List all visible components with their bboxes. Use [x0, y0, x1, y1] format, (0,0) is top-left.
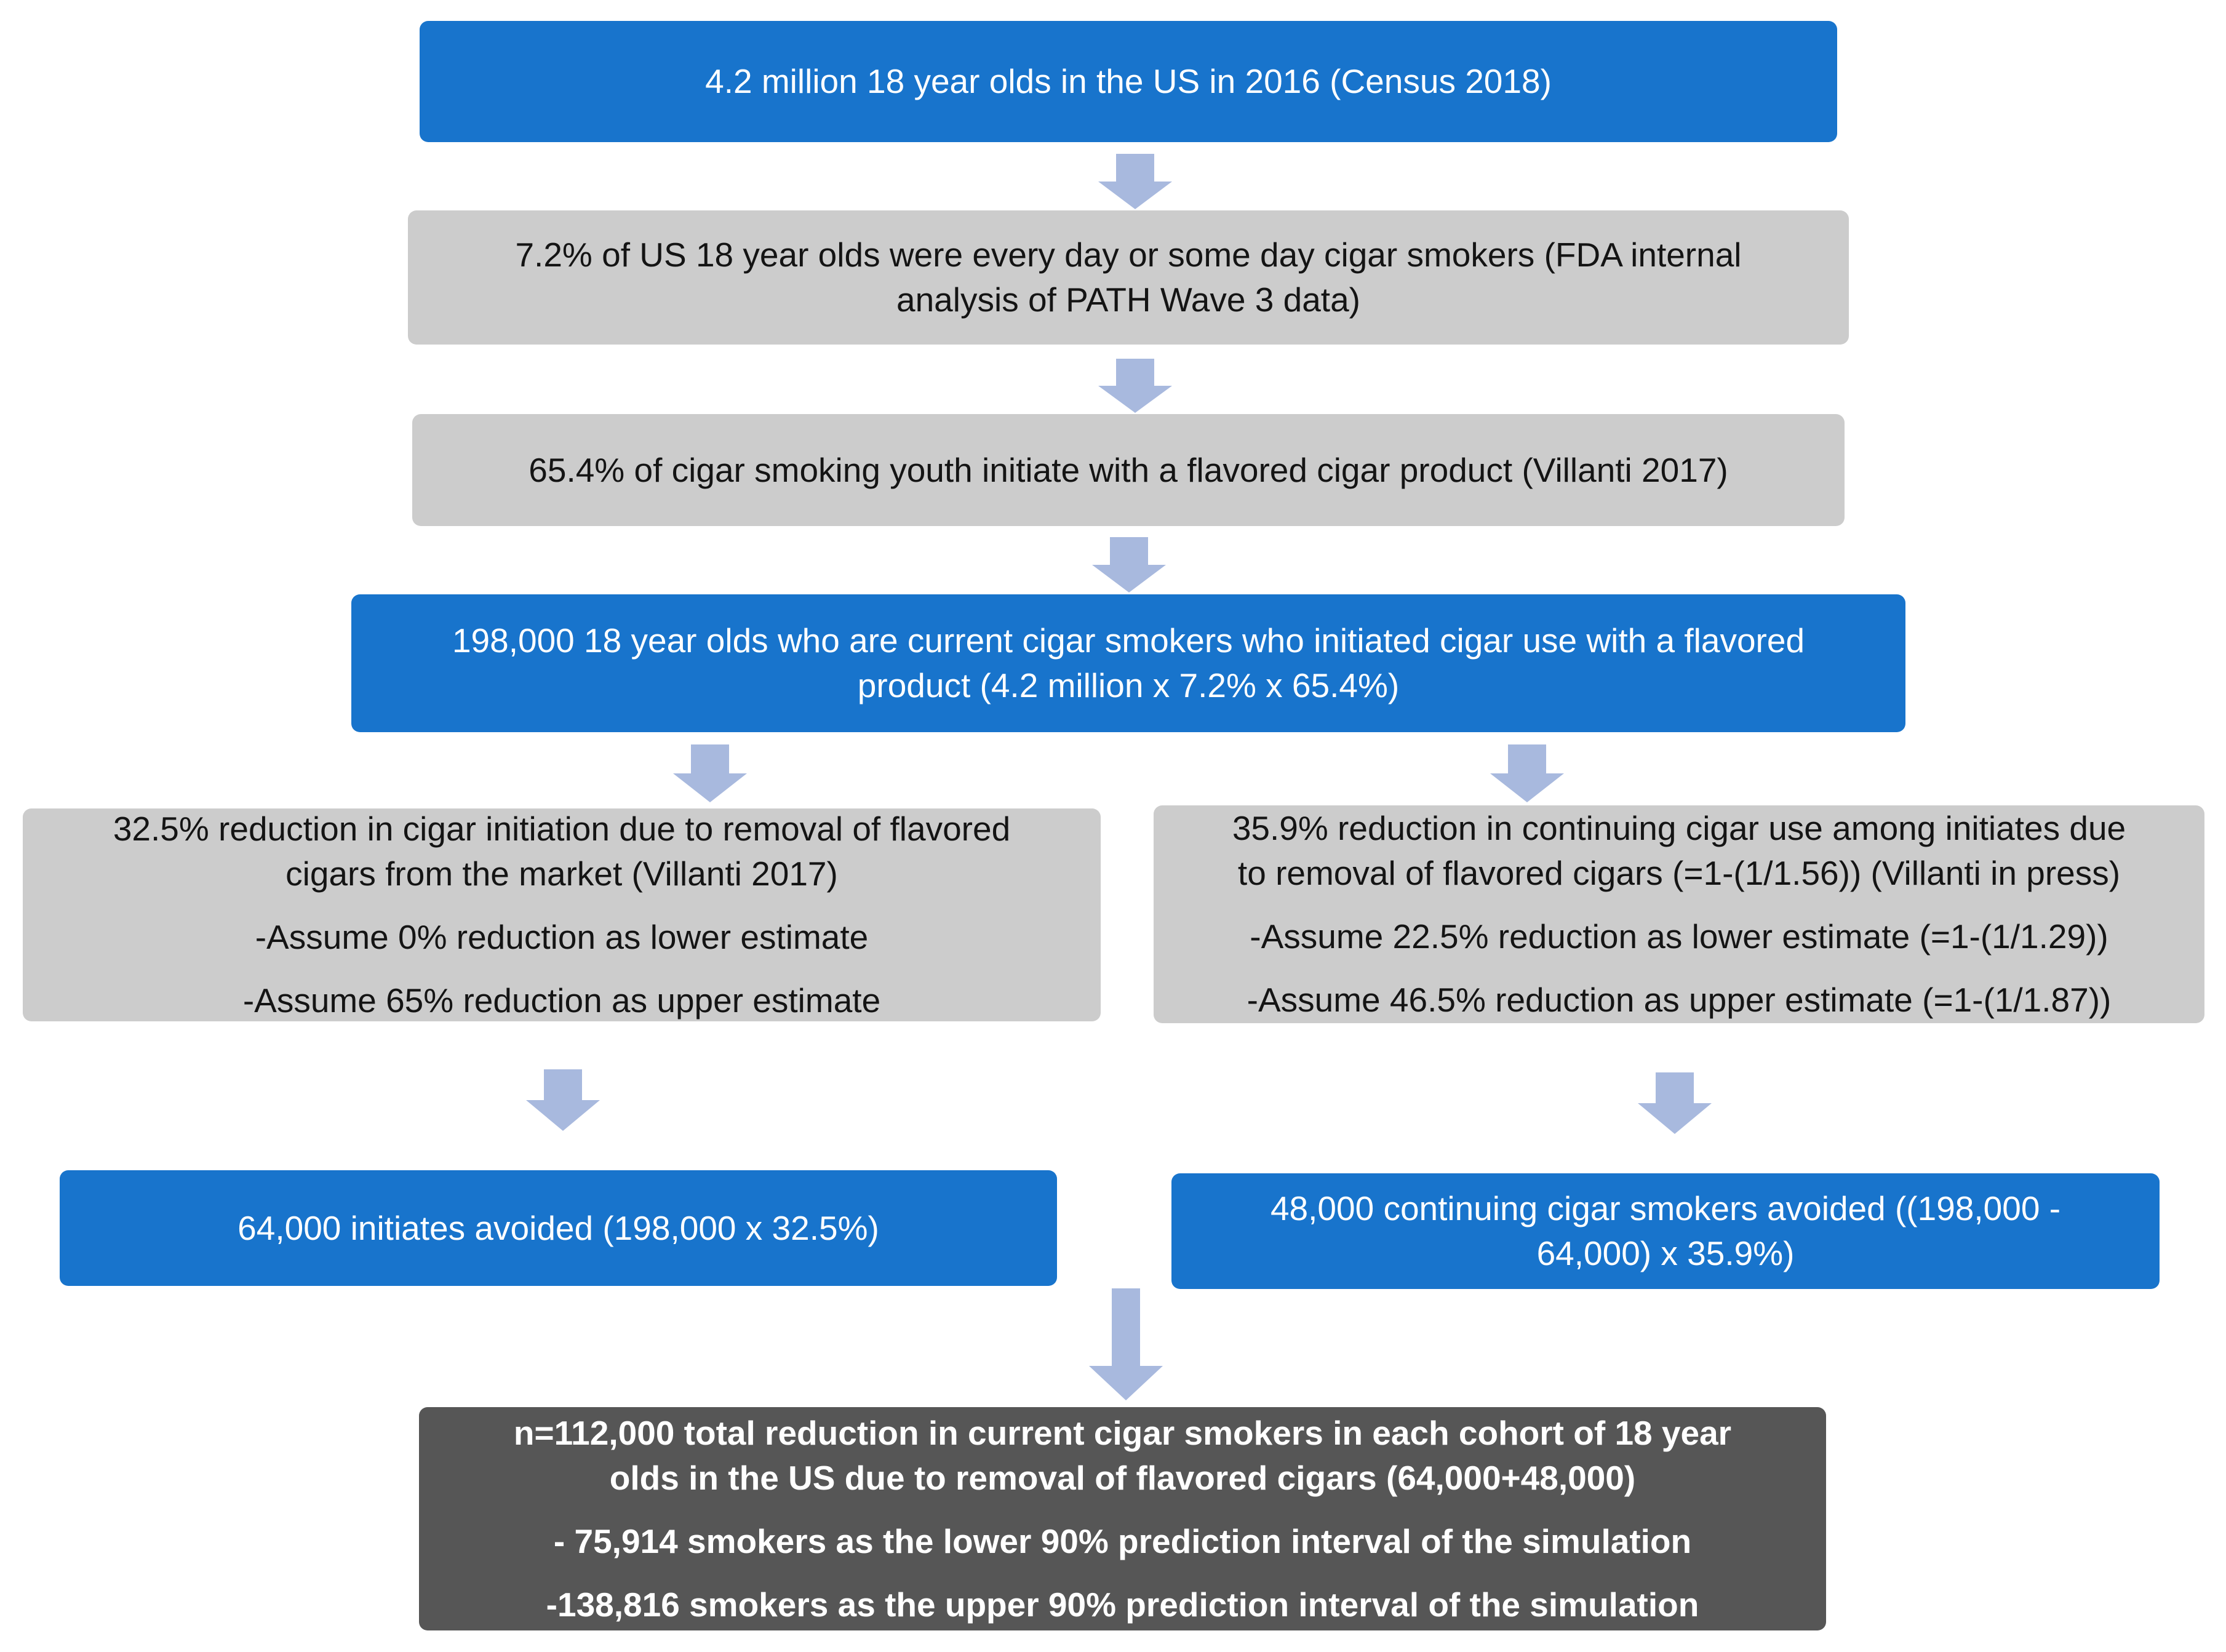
initiation-reduction-line-1: 32.5% reduction in cigar initiation due to removal of flavored [113, 810, 1011, 848]
flavored-smokers-text-line-1: 198,000 18 year olds who are current cigar smokers who initiated cigar use with a flavored [452, 621, 1805, 660]
flavored-initiation-text: 65.4% of cigar smoking youth initiate with a flavored cigar product (Villanti 2017) [529, 450, 1728, 489]
flavored-initiation-box [412, 414, 1845, 526]
initiation-reduction-line-2: cigars from the market (Villanti 2017) [285, 855, 838, 893]
census-box [420, 21, 1837, 142]
total-lower-interval: - 75,914 smokers as the lower 90% prediction interval of the simulation [553, 1522, 1692, 1560]
down-arrow-icon [673, 744, 747, 802]
continuing-reduction-line-2: to removal of flavored cigars (=1-(1/1.56)) (Villanti in press) [1237, 854, 2121, 892]
initiation-upper-estimate: -Assume 65% reduction as upper estimate [242, 981, 881, 1020]
total-reduction-box [419, 1407, 1826, 1630]
prevalence-text-line-1: 7.2% of US 18 year olds were every day or some day cigar smokers (FDA internal [515, 236, 1742, 274]
initiation-reduction-box [23, 808, 1101, 1021]
down-arrow-icon [1089, 1288, 1163, 1400]
continuing-upper-estimate: -Assume 46.5% reduction as upper estimate (=1-(1/1.87)) [1247, 981, 2112, 1019]
total-reduction-line-2: olds in the US due to removal of flavored cigars (64,000+48,000) [609, 1458, 1636, 1497]
initiates-avoided-box [60, 1170, 1057, 1286]
continuing-avoided-line-1: 48,000 continuing cigar smokers avoided ((198,000 - [1270, 1189, 2061, 1227]
down-arrow-icon [1098, 154, 1172, 209]
down-arrow-icon [1490, 744, 1564, 802]
continuing-reduction-line-1: 35.9% reduction in continuing cigar use among initiates due [1232, 809, 2126, 847]
down-arrow-icon [1092, 537, 1166, 593]
continuing-avoided-box [1171, 1173, 2160, 1289]
flavored-smokers-text-line-2: product (4.2 million x 7.2% x 65.4%) [857, 666, 1400, 704]
census-text: 4.2 million 18 year olds in the US in 2016 (Census 2018) [705, 62, 1552, 100]
prevalence-box [408, 210, 1849, 345]
initiation-lower-estimate: -Assume 0% reduction as lower estimate [255, 918, 869, 956]
total-reduction-line-1: n=112,000 total reduction in current cigar smokers in each cohort of 18 year [513, 1413, 1732, 1452]
down-arrow-icon [1638, 1072, 1712, 1134]
total-upper-interval: -138,816 smokers as the upper 90% prediction interval of the simulation [546, 1585, 1699, 1624]
continuing-avoided-line-2: 64,000) x 35.9%) [1536, 1234, 1795, 1272]
initiates-avoided-text: 64,000 initiates avoided (198,000 x 32.5%) [237, 1208, 879, 1247]
down-arrow-icon [1098, 359, 1172, 413]
continuing-reduction-box [1154, 805, 2204, 1023]
flavored-smokers-box [351, 594, 1905, 732]
prevalence-text-line-2: analysis of PATH Wave 3 data) [896, 281, 1360, 319]
continuing-lower-estimate: -Assume 22.5% reduction as lower estimate (=1-(1/1.29)) [1250, 917, 2108, 956]
down-arrow-icon [526, 1069, 600, 1131]
